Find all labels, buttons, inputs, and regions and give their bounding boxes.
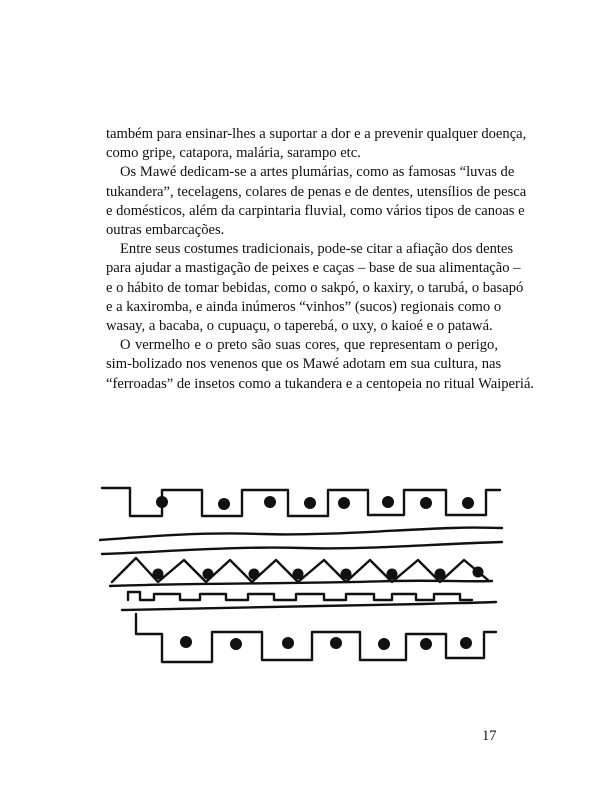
pattern-dot xyxy=(156,496,168,508)
pattern-dot xyxy=(435,569,446,580)
step-band xyxy=(128,592,472,600)
text-line: outras embarcações. xyxy=(106,222,225,239)
pattern-dot xyxy=(282,637,294,649)
text-line: “ferroadas” de insetos como a tukandera e a centopeia no ritual Waiperiá. xyxy=(106,375,535,392)
page-number: 17 xyxy=(482,728,497,744)
pattern-dot xyxy=(203,569,214,580)
pattern-dot xyxy=(330,637,342,649)
pattern-dot xyxy=(218,498,230,510)
text-line: para ajudar a mastigação de peixes e caças – base de sua alimentação – xyxy=(106,260,521,277)
pattern-dot xyxy=(249,569,260,580)
text-line: e domésticos, além da carpintaria fluvial, como vários tipos de canoas e xyxy=(106,202,525,219)
pattern-dot xyxy=(338,497,350,509)
mawe-geometric-pattern-icon xyxy=(92,482,508,672)
text-line: sim-bolizado nos venenos que os Mawé adotam em sua cultura, nas xyxy=(106,356,502,373)
pattern-dot xyxy=(473,567,484,578)
wavy-line-lower xyxy=(102,542,502,554)
pattern-dot xyxy=(420,497,432,509)
text-line: Entre seus costumes tradicionais, pode-se citar a afiação dos dentes xyxy=(120,241,514,258)
text-line: também para ensinar-lhes a suportar a dor e a prevenir qualquer doença, xyxy=(106,126,527,142)
pattern-dot xyxy=(153,569,164,580)
pattern-dot xyxy=(378,638,390,650)
paragraph-4 xyxy=(106,336,535,394)
paragraph-1 xyxy=(106,125,527,163)
pattern-dot xyxy=(293,569,304,580)
text-line: O vermelho e o preto são suas cores, que representam o perigo, xyxy=(120,337,498,354)
triangle-baseline xyxy=(110,581,492,586)
pattern-dot xyxy=(420,638,432,650)
text-line: como gripe, catapora, malária, sarampo etc. xyxy=(106,145,361,162)
text-line: e a kaxiromba, e ainda inúmeros “vinhos” (sucos) regionais como o xyxy=(106,298,502,315)
pattern-dot xyxy=(462,497,474,509)
body-text xyxy=(106,125,535,394)
text-line: e o hábito de tomar bebidas, como o sakpó, o kaxiry, o tarubá, o basapó xyxy=(106,279,524,296)
paragraph-2 xyxy=(106,163,527,240)
text-line: tukandera”, tecelagens, colares de penas e de dentes, utensílios de pesca xyxy=(106,183,527,200)
pattern-dot xyxy=(230,638,242,650)
wavy-line-upper xyxy=(100,528,502,540)
text-line: wasay, a bacaba, o cupuaçu, o taperebá, o uxy, o kaioé e o patawá. xyxy=(106,318,493,335)
pattern-dot xyxy=(180,636,192,648)
pattern-dot xyxy=(387,569,398,580)
pattern-dot xyxy=(264,496,276,508)
text-line: Os Mawé dedicam-se a artes plumárias, como as famosas “luvas de xyxy=(120,164,515,181)
pattern-dot xyxy=(382,496,394,508)
pattern-dot xyxy=(460,637,472,649)
pattern-dot xyxy=(304,497,316,509)
middle-rule xyxy=(122,602,496,610)
paragraph-3 xyxy=(106,240,524,336)
pattern-dot xyxy=(341,569,352,580)
